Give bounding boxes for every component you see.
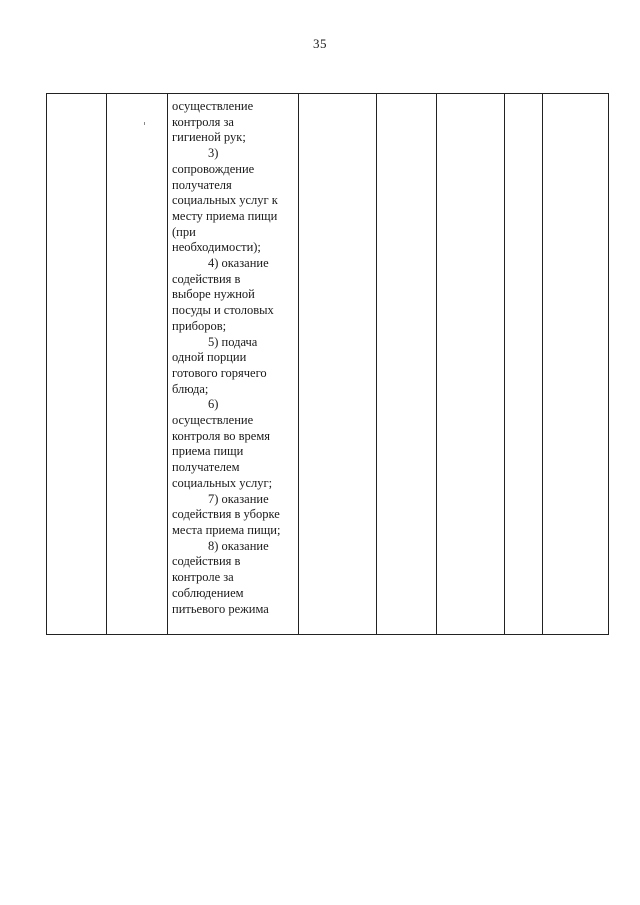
service-text-line: питьевого режима: [172, 601, 269, 616]
service-text-line: выборе нужной: [172, 287, 255, 302]
service-text-line: места приема пищи;: [172, 522, 281, 537]
table-cell-service-name: [107, 94, 168, 635]
table-cell-number: [47, 94, 107, 635]
service-text-line: месту приема пищи: [172, 208, 278, 223]
service-text-line: контроля за: [172, 114, 234, 129]
table-row: [47, 94, 609, 635]
service-text-line: 4) оказание: [208, 256, 269, 271]
service-table: [46, 93, 609, 635]
service-text-line: социальных услуг;: [172, 475, 273, 490]
service-text-line: содействия в уборке: [172, 507, 280, 522]
service-text-line: осуществление: [172, 99, 254, 113]
table-cell-duration: [377, 94, 437, 635]
service-text-line: (при: [172, 224, 196, 239]
service-text-line: содействия в: [172, 554, 241, 569]
service-text-line: получателя: [172, 177, 232, 192]
service-text-line: гигиеной рук;: [172, 130, 246, 145]
service-description-text: [168, 94, 298, 617]
table-cell-conditions: [505, 94, 543, 635]
service-text-line: 5) подача: [208, 334, 258, 349]
table-cell-service-description: [168, 94, 299, 635]
service-text-line: контроле за: [172, 570, 234, 585]
table-cell-indicators: [437, 94, 505, 635]
service-text-line: приема пищи: [172, 444, 244, 459]
table-cell-standard: [299, 94, 377, 635]
service-text-line: приборов;: [172, 318, 227, 333]
service-text-line: социальных услуг к: [172, 193, 278, 208]
service-text-line: содействия в: [172, 271, 241, 286]
service-text-line: получателем: [172, 460, 240, 475]
service-text-line: 7) оказание: [208, 491, 269, 506]
service-text-line: соблюдением: [172, 585, 244, 600]
table-cell-notes: [543, 94, 609, 635]
service-text-line: осуществление: [172, 413, 254, 428]
service-text-line: блюда;: [172, 381, 209, 396]
page-number: 35: [313, 36, 327, 51]
service-text-line: 3): [208, 146, 219, 161]
service-text-line: контроля во время: [172, 428, 270, 443]
service-text-line: одной порции: [172, 350, 247, 365]
service-text-line: посуды и столовых: [172, 303, 274, 318]
service-text-line: сопровождение: [172, 161, 255, 176]
service-text-line: готового горячего: [172, 365, 267, 380]
service-text-line: 6): [208, 397, 219, 412]
service-text-line: 8) оказание: [208, 538, 269, 553]
service-text-line: необходимости);: [172, 240, 261, 255]
